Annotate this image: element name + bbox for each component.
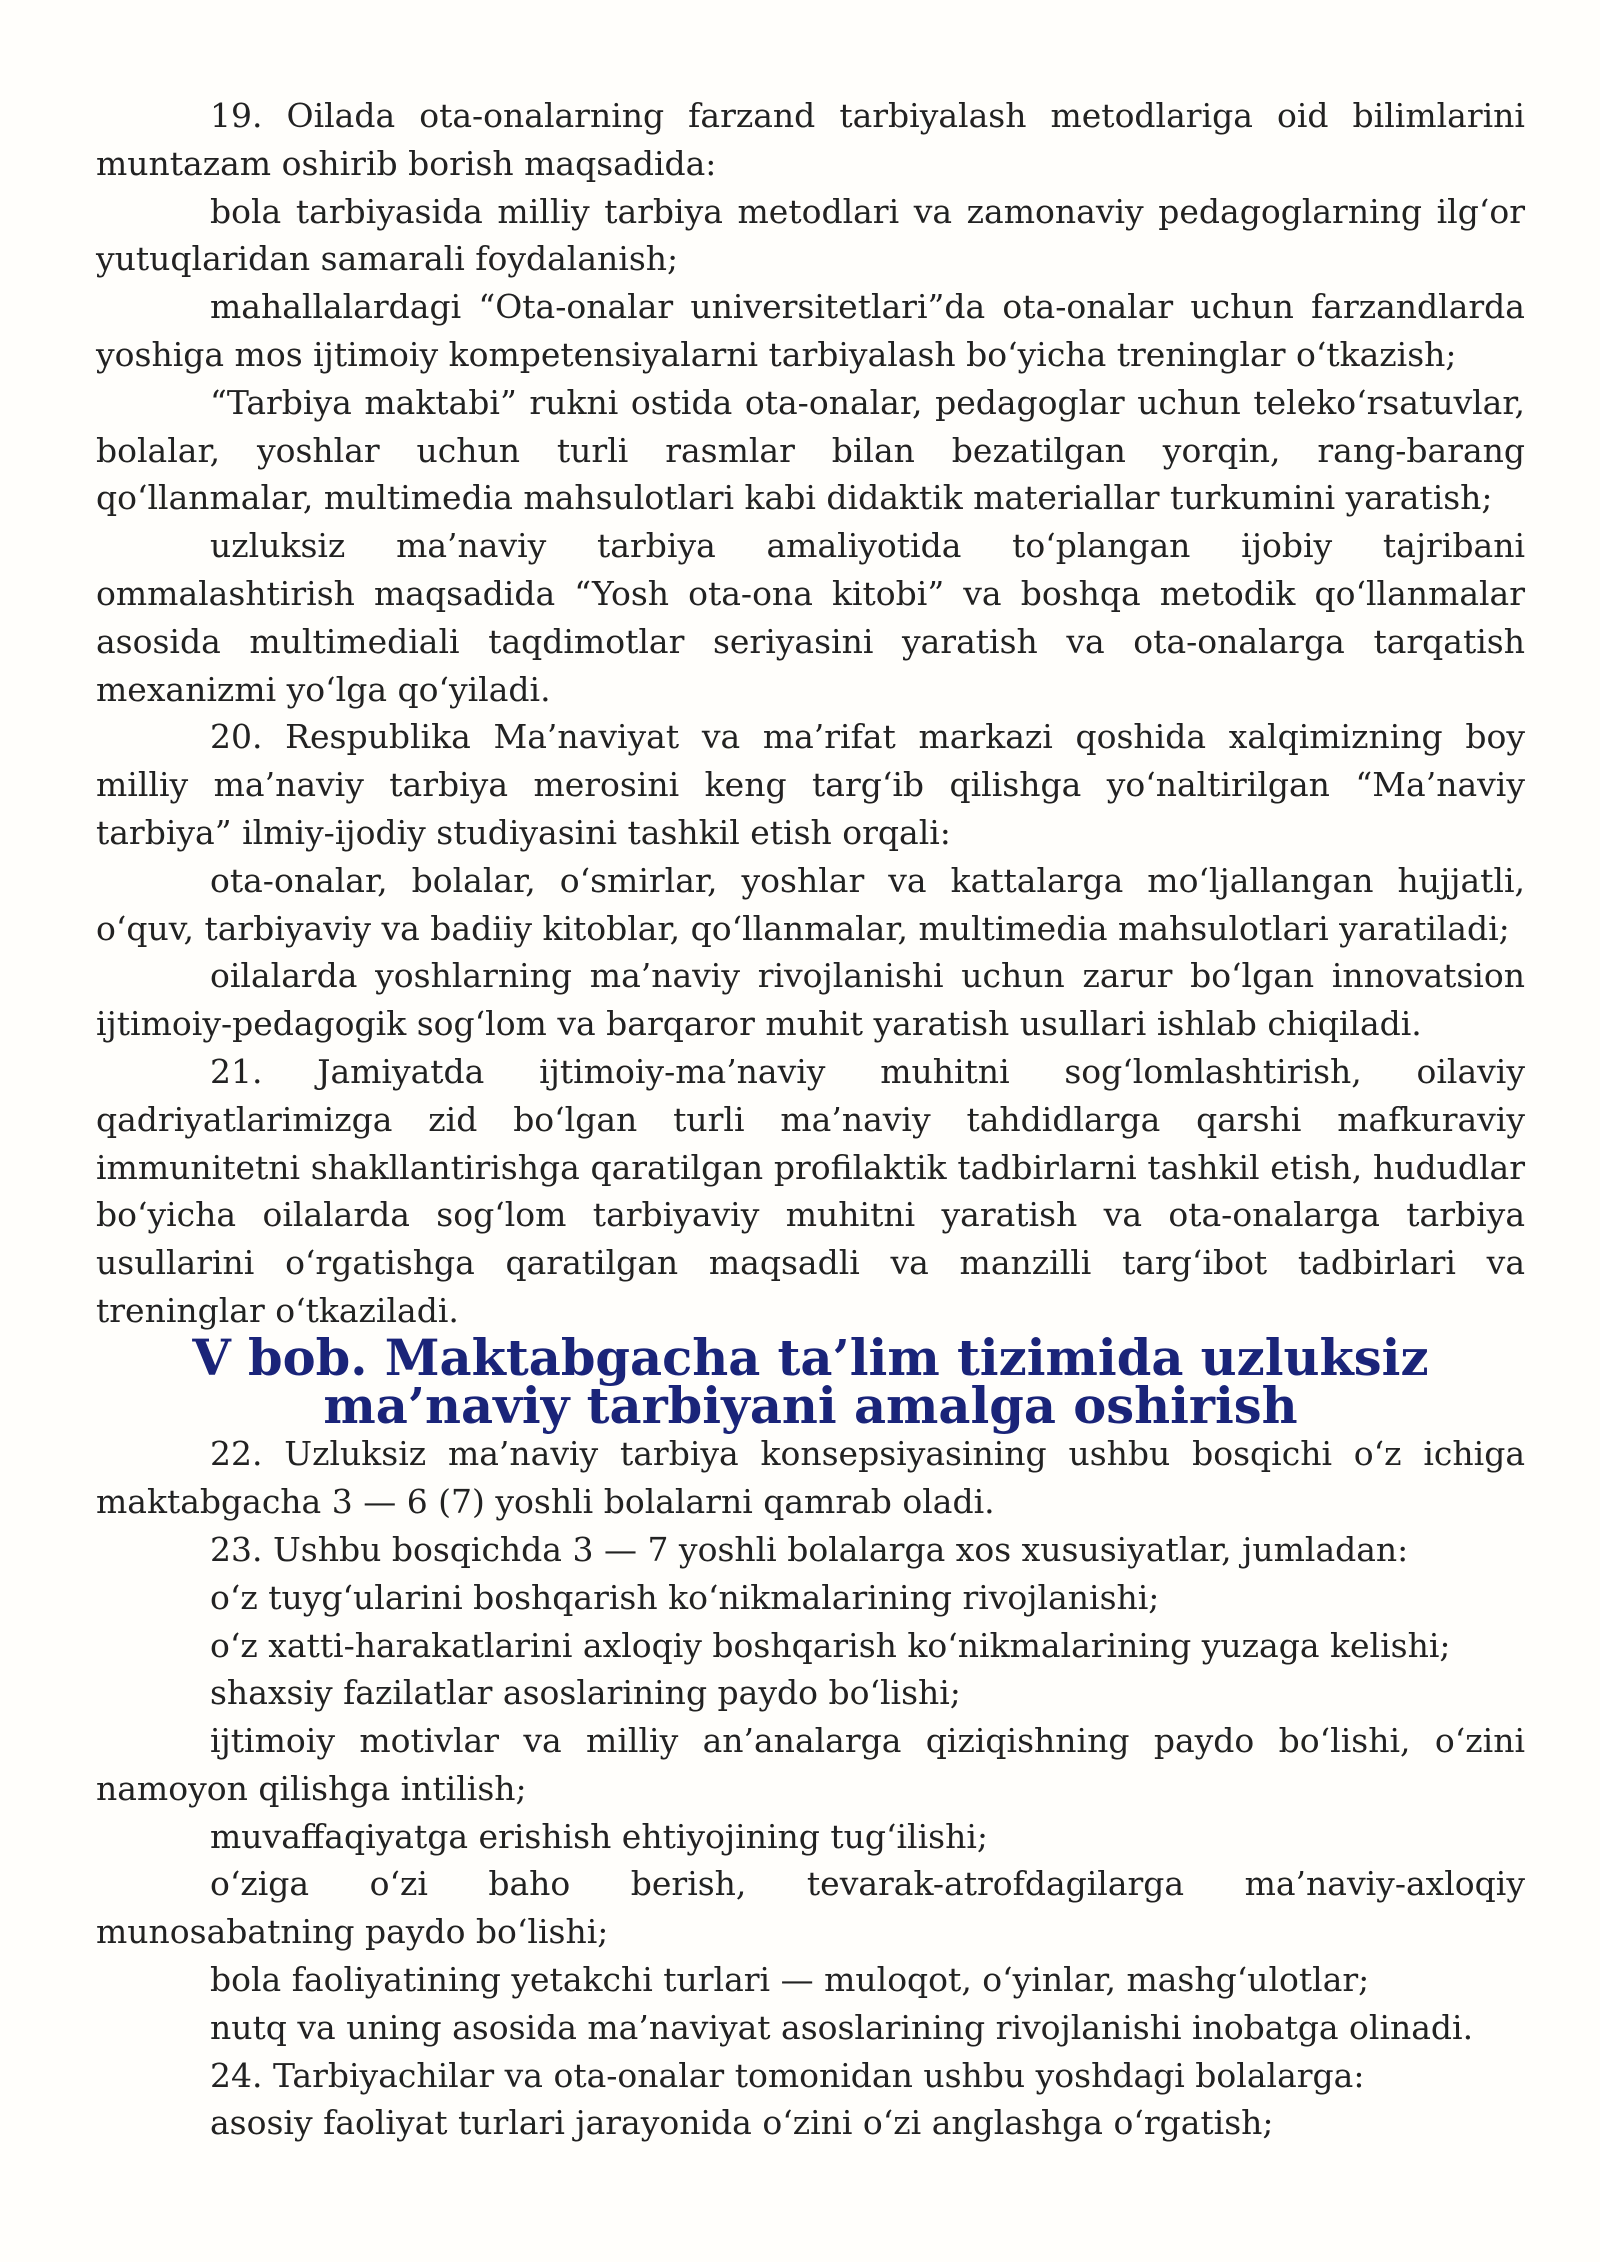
list-item: nutq va uning asosida ma’naviyat asoslarining rivojlanishi inobatga olinadi. [210,2007,1474,2047]
list-item: oilalarda yoshlarning ma’naviy rivojlanishi uchun zarur bo‘lgan innovatsion ijtimoiy-pedagogik sog‘lom va barqaror muhit yaratish usullari ishlab chiqiladi. [96,956,1525,1044]
list-item: muvaffaqiyatga erishish ehtiyojining tug‘ilishi; [210,1816,989,1856]
list-item: bola tarbiyasida milliy tarbiya metodlari va zamonaviy pedagoglarning ilg‘or yutuqlaridan samarali foydalanish; [96,191,1525,279]
paragraph-21: 21. Jamiyatda ijtimoiy-ma’naviy muhitni sog‘lomlashtirish, oilaviy qadriyatlarimizga zid bo‘lgan turli ma’naviy tahdidlarga qarshi mafkuraviy immunitetni shakllantirishga qaratilgan profilaktik tadbirlarni tashkil etish, hududlar bo‘yicha oilalarda sog‘lom tarbiyaviy muhitni yaratish va ota-onalarga tarbiya usullarini o‘rgatishga qaratilgan maqsadli va manzilli targ‘ibot tadbirlari va treninglar o‘tkaziladi. [96,1051,1525,1330]
list-item: ijtimoiy motivlar va milliy an’analarga qiziqishning paydo bo‘lishi, o‘zini namoyon qilishga intilish; [96,1721,1525,1808]
list-item: asosiy faoliyat turlari jarayonida o‘zini o‘zi anglashga o‘rgatish; [210,2103,1274,2143]
list-item: mahallalardagi “Ota-onalar universitetlari”da ota-onalar uchun farzandlarda yoshiga mos ijtimoiy kompetensiyalarni tarbiyalash bo‘yicha treninglar o‘tkazish; [96,287,1525,374]
paragraph-23: 23. Ushbu bosqichda 3 — 7 yoshli bolalarga xos xususiyatlar, jumladan: [210,1529,1409,1569]
list-item: o‘z xatti-harakatlarini axloqiy boshqarish ko‘nikmalarining yuzaga kelishi; [210,1625,1451,1665]
section-heading: V bob. Maktabgacha ta’lim tizimida uzluksiz ma’naviy tarbiyani amalga oshirish [192,1328,1429,1435]
paragraph-20: 20. Respublika Ma’naviyat va ma’rifat markazi qoshida xalqimizning boy milliy ma’naviy tarbiya merosini keng targ‘ib qilishga yo‘naltirilgan “Ma’naviy tarbiya” ilmiy-ijodiy studiyasini tashkil etish orqali: [96,717,1525,852]
list-item: uzluksiz ma’naviy tarbiya amaliyotida to‘plangan ijobiy tajribani ommalashtirish maqsadida “Yosh ota-ona kitobi” va boshqa metodik qo‘llanmalar asosida multimediali taqdimotlar seriyasini yaratish va ota-onalarga tarqatish mexanizmi yo‘lga qo‘yiladi. [96,526,1525,709]
list-item: bola faoliyatining yetakchi turlari — muloqot, o‘yinlar, mashg‘ulotlar; [210,1960,1370,2000]
list-item: o‘z tuyg‘ularini boshqarish ko‘nikmalarining rivojlanishi; [210,1577,1160,1617]
paragraph-19: 19. Oilada ota-onalarning farzand tarbiyalash metodlariga oid bilimlarini muntazam oshirib borish maqsadida: [96,96,1525,183]
paragraph-24: 24. Tarbiyachilar va ota-onalar tomonidan ushbu yoshdagi bolalarga: [210,2055,1365,2095]
list-item: ota-onalar, bolalar, o‘smirlar, yoshlar va kattalarga mo‘ljallangan hujjatli, o‘quv, tarbiyaviy va badiiy kitoblar, qo‘llanmalar, multimedia mahsulotlari yaratiladi; [96,860,1525,948]
list-item: shaxsiy fazilatlar asoslarining paydo bo‘lishi; [210,1673,961,1713]
list-item: o‘ziga o‘zi baho berish, tevarak-atrofdagilarga ma’naviy-axloqiy munosabatning paydo bo‘lishi; [96,1864,1525,1952]
list-item: “Tarbiya maktabi” rukni ostida ota-onalar, pedagoglar uchun teleko‘rsatuvlar, bolalar, yoshlar uchun turli rasmlar bilan bezatilgan yorqin, rang-barang qo‘llanmalar, multimedia mahsulotlari kabi didaktik materiallar turkumini yaratish; [96,382,1525,518]
paragraph-22: 22. Uzluksiz ma’naviy tarbiya konsepsiyasining ushbu bosqichi o‘z ichiga maktabgacha 3 — 6 (7) yoshli bolalarni qamrab oladi. [96,1434,1525,1522]
